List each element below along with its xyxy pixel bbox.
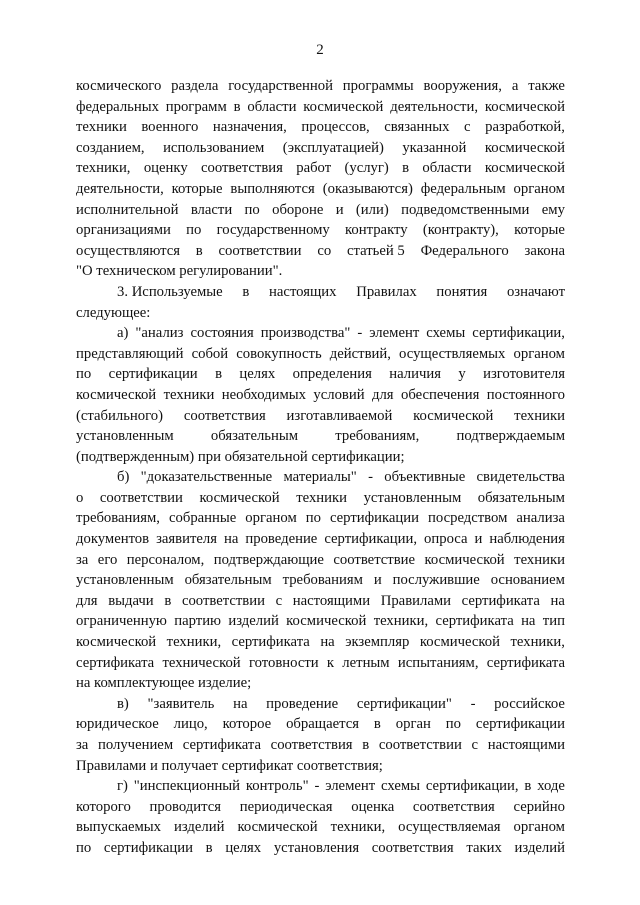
text-word: сертификации,	[425, 778, 519, 795]
text-word: целях	[239, 366, 276, 383]
text-word: процессов,	[301, 119, 370, 136]
text-line	[76, 488, 565, 509]
text-word: государственной	[228, 78, 333, 94]
text-word: по	[445, 716, 461, 733]
text-word: с	[464, 119, 471, 136]
text-word: а)	[117, 325, 129, 342]
text-word: в	[195, 242, 203, 259]
text-word: соответствия	[412, 798, 495, 815]
text-word: соответствии	[99, 489, 183, 506]
text-word: объективные	[384, 469, 466, 486]
document-body	[76, 76, 565, 859]
text-word: элемент	[369, 325, 420, 342]
text-word: космической	[237, 819, 318, 836]
text-word: техники	[514, 407, 565, 424]
text-word: техники	[296, 489, 348, 506]
text-word: области	[422, 160, 472, 177]
text-word: космической	[199, 489, 280, 506]
text-word: Федерального	[420, 242, 509, 259]
text-word: в	[373, 716, 381, 733]
text-word: программ	[165, 98, 227, 115]
text-word: лицо,	[173, 716, 208, 733]
text-word: соответствии	[378, 737, 462, 753]
text-word: испытаниям,	[397, 654, 479, 671]
text-word: (оказываются)	[322, 180, 413, 197]
text-word: и	[373, 572, 382, 589]
text-word: соответствия	[183, 407, 266, 424]
text-word: настоящими	[292, 592, 371, 609]
text-word: на	[320, 634, 335, 651]
text-word: летным	[342, 654, 390, 671]
text-word: созданием,	[76, 139, 145, 156]
text-word: техники,	[510, 634, 565, 651]
text-word: обращается	[286, 716, 359, 733]
text-line	[76, 508, 565, 529]
text-word: по	[186, 222, 202, 239]
text-line	[76, 303, 565, 324]
text-word: собранные	[168, 510, 237, 527]
text-word: схемы	[426, 325, 466, 342]
text-word: указанной	[402, 139, 467, 156]
text-word: назначения,	[212, 119, 287, 136]
text-word: настоящих	[269, 283, 337, 300]
text-line	[76, 261, 565, 282]
text-word: государственному	[216, 222, 330, 239]
text-word: о	[76, 489, 84, 506]
text-word: элемент	[325, 778, 376, 795]
text-word: изделий	[514, 839, 565, 856]
text-line	[76, 776, 565, 797]
text-word: исполнительной	[76, 201, 179, 218]
text-word: сертификации	[329, 510, 420, 527]
text-word: определения	[292, 366, 372, 383]
text-word: российское	[494, 695, 565, 712]
text-word: Правилах	[356, 283, 417, 300]
text-word: техники,	[373, 613, 429, 630]
text-word: космического	[76, 78, 162, 94]
text-word: которое	[222, 716, 272, 733]
text-word: -	[368, 469, 373, 486]
text-word: деятельности,	[76, 180, 164, 197]
text-word: Правилами	[380, 592, 451, 609]
text-word: военного	[141, 119, 199, 136]
text-word: сертификации	[103, 839, 193, 856]
text-word: закона	[524, 242, 565, 259]
text-line	[76, 735, 565, 756]
text-line	[76, 673, 565, 694]
text-word: -	[357, 325, 363, 342]
text-word: проведение	[245, 531, 318, 548]
text-word: изготавливаемой	[286, 407, 393, 424]
text-word: связанных	[384, 119, 450, 136]
text-word: (эксплуатацией)	[282, 139, 384, 156]
text-word: выполняются	[230, 180, 315, 197]
text-word: ходе	[537, 778, 565, 795]
text-word: и	[335, 201, 344, 218]
text-line	[76, 138, 565, 159]
text-line	[76, 838, 565, 859]
text-word: у	[458, 366, 466, 383]
text-word: требованиям,	[76, 510, 160, 527]
text-word: анализа	[516, 510, 565, 527]
text-word: контракту	[345, 222, 408, 239]
text-word: по	[244, 201, 260, 218]
text-word: партию	[174, 613, 222, 630]
text-word: обязательным	[210, 428, 299, 445]
text-word: наличия	[389, 366, 441, 383]
text-word: собой	[191, 345, 229, 362]
text-word: установления	[273, 839, 360, 856]
text-word: -	[314, 778, 320, 795]
text-word: власти	[190, 201, 233, 218]
text-word: документов	[76, 531, 150, 548]
text-word: посредством	[428, 510, 508, 527]
text-word: 3. Используемые	[117, 283, 223, 300]
text-word: программы	[342, 78, 414, 94]
text-word: оценка	[351, 798, 395, 815]
text-word: в	[524, 778, 532, 795]
text-word: использованием	[163, 139, 265, 156]
text-word: с	[275, 592, 283, 609]
text-word: органом	[513, 180, 565, 197]
text-word: федеральным	[420, 180, 506, 197]
text-word: б)	[117, 469, 130, 486]
text-word: юридическое	[76, 716, 159, 733]
text-word: за	[76, 551, 89, 568]
text-word: космической	[484, 160, 565, 177]
text-word: заявителя	[156, 531, 217, 548]
text-line	[76, 385, 565, 406]
text-word: экземпляр	[345, 634, 410, 651]
text-line	[76, 756, 565, 777]
text-word: со	[317, 242, 332, 259]
text-word: соответствия	[201, 160, 283, 177]
text-word: обеспечения	[400, 386, 480, 403]
text-line	[76, 797, 565, 818]
text-word: "О техническом регулировании".	[76, 263, 283, 280]
text-word: (или)	[355, 201, 389, 218]
text-word: осуществляемая	[398, 819, 501, 836]
text-word: послужившие	[392, 572, 480, 589]
text-word: сертификата	[76, 654, 155, 671]
text-word: сертификации	[108, 366, 198, 383]
text-word: федеральных	[76, 98, 159, 115]
text-word: целях	[225, 839, 262, 856]
text-word: "заявитель	[147, 695, 215, 712]
text-word: основанием	[490, 572, 565, 589]
text-word: необходимых	[221, 386, 306, 403]
text-word: -	[470, 695, 476, 712]
text-word: следующее:	[76, 304, 151, 321]
text-word: техники	[76, 119, 127, 136]
text-word: организациями	[76, 222, 171, 239]
text-word: техники,	[76, 160, 131, 177]
text-word: оценку	[143, 160, 188, 177]
text-word: космической	[76, 386, 157, 403]
text-line	[76, 447, 565, 468]
text-line	[76, 76, 565, 97]
text-word: готовности	[248, 654, 319, 671]
text-word: производства"	[260, 325, 351, 342]
text-word: периодическая	[239, 798, 333, 815]
text-word: совокупность	[236, 345, 322, 362]
text-line	[76, 570, 565, 591]
text-word: а	[511, 78, 519, 94]
text-word: в	[362, 737, 370, 753]
text-word: серийно	[513, 798, 565, 815]
text-line	[76, 200, 565, 221]
text-word: в	[233, 98, 241, 115]
text-word: в	[164, 592, 172, 609]
text-word: обязательным	[184, 572, 272, 589]
text-word: персоналом,	[126, 551, 205, 568]
text-word: установленным	[363, 489, 462, 506]
text-word: космической	[303, 98, 384, 115]
text-word: настоящими	[487, 737, 565, 753]
text-word: сертификации,	[324, 531, 418, 548]
text-word: осуществляемых	[399, 345, 506, 362]
text-word: таких	[466, 839, 502, 856]
text-word: ограниченную	[76, 613, 167, 630]
text-word: изделий	[228, 613, 279, 630]
text-line	[76, 550, 565, 571]
text-word: подтверждаемым	[456, 428, 565, 445]
text-word: его	[97, 551, 118, 568]
text-line	[76, 282, 565, 303]
text-word: (услуг)	[344, 160, 389, 177]
text-line	[76, 364, 565, 385]
text-word: обязательным	[477, 489, 565, 506]
text-word: вооружения,	[423, 78, 502, 94]
text-line	[76, 241, 565, 262]
text-word: космической	[286, 613, 367, 630]
text-word: раздела	[171, 78, 219, 94]
text-word: условий	[313, 386, 365, 403]
text-word: г)	[117, 778, 128, 795]
text-word: техники	[163, 386, 215, 403]
text-word: также	[528, 78, 565, 94]
text-word: (подтвержденным) при обязательной сертификации;	[76, 448, 405, 465]
text-word: на	[521, 613, 536, 630]
text-word: по	[76, 839, 92, 856]
text-word: сертификации"	[356, 695, 452, 712]
text-word: проведение	[266, 695, 339, 712]
text-word: и	[474, 531, 483, 548]
text-word: подведомственными	[401, 201, 530, 218]
text-word: "инспекционный	[133, 778, 241, 795]
text-word: сертификата	[231, 634, 310, 651]
text-word: космической	[424, 551, 505, 568]
text-word: представляющий	[76, 345, 184, 362]
text-word: требованиям	[282, 572, 363, 589]
text-word: схемы	[381, 778, 421, 795]
text-word: сертификата	[435, 613, 514, 630]
text-word: подтверждающие	[213, 551, 324, 568]
text-word: по	[305, 510, 321, 527]
text-word: техники,	[330, 819, 386, 836]
text-word: технической	[162, 654, 241, 671]
text-line	[76, 653, 565, 674]
text-line	[76, 591, 565, 612]
text-line	[76, 611, 565, 632]
text-word: получением	[98, 737, 174, 753]
text-word: (стабильного)	[76, 407, 163, 424]
text-word: осуществляются	[76, 242, 180, 259]
text-word: тип	[542, 613, 565, 630]
text-word: изделий	[174, 819, 225, 836]
page-number: 2	[316, 42, 324, 58]
text-word: материалы"	[283, 469, 357, 486]
text-word: космической	[419, 634, 500, 651]
text-line	[76, 97, 565, 118]
text-word: постоянного	[486, 386, 565, 403]
text-word: за	[76, 737, 89, 753]
text-word: по	[76, 366, 92, 383]
text-word: (контракту),	[422, 222, 499, 239]
text-word: с	[471, 737, 479, 753]
text-word: состояния	[190, 325, 254, 342]
text-word: установленным	[76, 428, 174, 445]
text-word: статьей 5	[347, 242, 405, 259]
text-word: на	[223, 531, 239, 548]
text-word: сертификации	[475, 716, 565, 733]
text-word: понятия	[436, 283, 488, 300]
text-word: Правилами и получает сертификат соответствия;	[76, 757, 383, 774]
text-word: сертификата	[182, 737, 261, 753]
text-word: выдачи	[108, 592, 154, 609]
text-word: на комплектующее изделие;	[76, 675, 252, 692]
text-word: в)	[117, 695, 129, 712]
text-word: к	[326, 654, 335, 671]
text-word: техники	[514, 551, 565, 568]
text-word: в	[242, 283, 250, 300]
text-word: которого	[76, 798, 131, 815]
text-word: сертификации,	[472, 325, 565, 342]
text-word: опроса	[424, 531, 468, 548]
text-word: техники,	[166, 634, 222, 651]
text-word: разработкой,	[485, 119, 565, 136]
text-word: соответствие	[333, 551, 416, 568]
text-line	[76, 529, 565, 550]
text-word: космической	[76, 634, 157, 651]
text-line	[76, 632, 565, 653]
text-word: органом	[513, 345, 565, 362]
text-word: космической	[484, 139, 565, 156]
text-line	[76, 694, 565, 715]
text-line	[76, 323, 565, 344]
text-word: соответствии	[181, 592, 265, 609]
text-word: в	[402, 160, 410, 177]
text-word: в	[215, 366, 223, 383]
text-word: проводится	[149, 798, 222, 815]
text-word: действий,	[329, 345, 391, 362]
text-line	[76, 817, 565, 838]
text-word: работ	[296, 160, 332, 177]
text-word: деятельности,	[390, 98, 479, 115]
text-line	[76, 406, 565, 427]
text-word: сертификата	[486, 654, 565, 671]
text-line	[76, 426, 565, 447]
text-word: космической	[413, 407, 494, 424]
text-word: сертификата	[461, 592, 540, 609]
text-word: установленным	[76, 572, 174, 589]
text-word: "анализ	[135, 325, 184, 342]
text-word: требованиям,	[335, 428, 420, 445]
text-word: на	[233, 695, 248, 712]
text-word: соответствии	[218, 242, 302, 259]
text-word: "доказательственные	[140, 469, 273, 486]
text-word: изготовителя	[483, 366, 565, 383]
text-line	[76, 158, 565, 179]
text-word: области	[247, 98, 297, 115]
text-line	[76, 344, 565, 365]
text-line	[76, 714, 565, 735]
text-word: свидетельства	[476, 469, 565, 486]
text-word: соответствия	[270, 737, 353, 753]
text-word: органом	[513, 819, 565, 836]
text-word: на	[550, 592, 565, 609]
text-word: космической	[484, 98, 565, 115]
text-word: органом	[245, 510, 297, 527]
text-word: для	[372, 386, 394, 403]
text-word: в	[205, 839, 213, 856]
text-line	[76, 220, 565, 241]
text-line	[76, 179, 565, 200]
text-word: орган	[395, 716, 431, 733]
text-line	[76, 117, 565, 138]
text-word: которые	[514, 222, 565, 239]
text-line	[76, 467, 565, 488]
text-word: соответствия	[371, 839, 454, 856]
text-word: выпускаемых	[76, 819, 161, 836]
text-word: наблюдения	[489, 531, 565, 548]
text-word: которые	[171, 180, 223, 197]
text-word: ему	[541, 201, 565, 218]
text-word: для	[76, 592, 98, 609]
text-word: контроль"	[245, 778, 309, 795]
text-word: обороне	[272, 201, 324, 218]
text-word: означают	[506, 283, 565, 300]
